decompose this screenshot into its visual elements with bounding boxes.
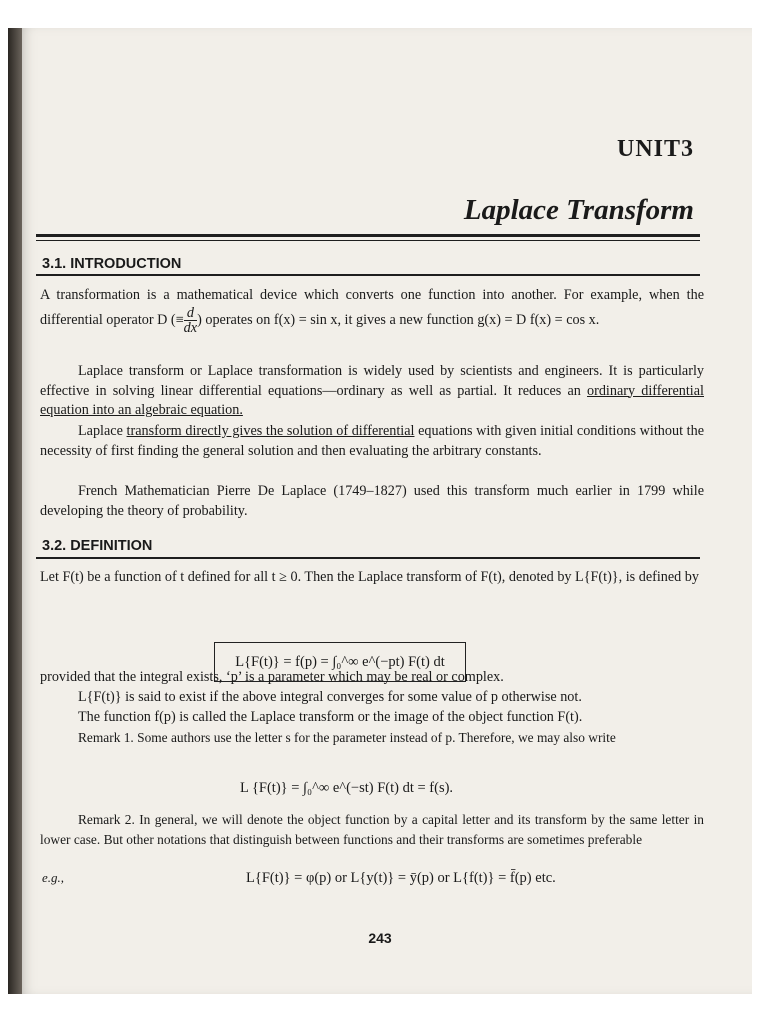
intro-p3-text-b: equations with given initial conditions without the necessity of first finding the general solution and then evaluating the arbitrary constants.: [40, 423, 705, 459]
title-rule-thick: [36, 234, 700, 237]
intro-p2-text: Laplace transform or Laplace transformation is widely used by scientists and engineers. It is particularly effective in solving linear differential equations—ordinary as well as partial. It reduces an: [40, 363, 704, 399]
frac-numerator: d: [184, 306, 197, 321]
chapter-title: Laplace Transform: [463, 194, 694, 226]
operator-open: (≡: [170, 311, 184, 328]
remark-1: Remark 1. Some authors use the letter s for the parameter instead of p. Therefore, we may also write: [78, 730, 616, 745]
intro-p3-underlined: transform directly gives the solution of differential: [126, 423, 415, 439]
section-heading-definition: 3.2. DEFINITION: [42, 538, 153, 554]
definition-paragraph-4: The function f(p) is called the Laplace transform or the image of the object function F(t).: [78, 709, 583, 725]
frac-denominator: dx: [183, 319, 198, 336]
intro-paragraph-1: [40, 286, 704, 335]
unit-label: UNIT: [616, 136, 681, 162]
book-page: [8, 28, 752, 994]
equation-laplace-s: L {F(t)} = ∫₀^∞ e^(−st) F(t) dt = f(s).: [240, 780, 454, 796]
unit-number: 3: [681, 136, 694, 162]
intro-paragraph-2: [40, 362, 704, 421]
equation-notations: L{F(t)} = φ(p) or L{y(t)} = ȳ(p) or L{f(t)} = f̄(p) etc.: [246, 870, 556, 886]
d-dx-fraction: [184, 306, 197, 335]
section-heading-introduction: 3.1. INTRODUCTION: [42, 256, 182, 272]
intro-p3-text-a: Laplace: [78, 423, 127, 439]
remark-2: Remark 2. In general, we will denote the object function by a capital letter and its transform by the same letter in lower case. But other notations that distinguish between functions and their transforms are sometimes preferable: [40, 812, 704, 847]
intro-paragraph-4: French Mathematician Pierre De Laplace (1749–1827) used this transform much earlier in 1799 while developing the theory of probability.: [40, 483, 704, 519]
title-rule-thin: [36, 240, 700, 241]
definition-paragraph-3: L{F(t)} is said to exist if the above integral converges for some value of p otherwise not.: [78, 689, 582, 705]
intro-p1-text-a: A transformation is a mathematical device which converts one function into another. For example, when the differential operator D: [40, 287, 704, 328]
boxed-definition-equation: L{F(t)} = f(p) = ∫₀^∞ e^(−pt) F(t) dt: [214, 642, 466, 682]
intro-paragraph-3: [40, 422, 704, 461]
book-spine-shadow: [8, 28, 22, 994]
section-rule: [36, 557, 700, 559]
operator-close: ): [197, 311, 202, 328]
section-rule: [36, 274, 700, 276]
page-number: 243: [368, 930, 392, 946]
eg-label: e.g.,: [42, 870, 65, 885]
definition-paragraph-2: provided that the integral exists, ‘p’ is a parameter which may be real or complex.: [40, 669, 504, 685]
intro-p2-underlined: ordinary differential equation into an algebraic equation.: [40, 382, 704, 419]
intro-p1-text-b: operates on f(x) = sin x, it gives a new function g(x) = D f(x) = cos x.: [205, 311, 600, 328]
unit-heading: [617, 136, 694, 163]
definition-paragraph-1: Let F(t) be a function of t defined for all t ≥ 0. Then the Laplace transform of F(t), denoted by L{F(t)}, is defined by: [40, 569, 699, 585]
